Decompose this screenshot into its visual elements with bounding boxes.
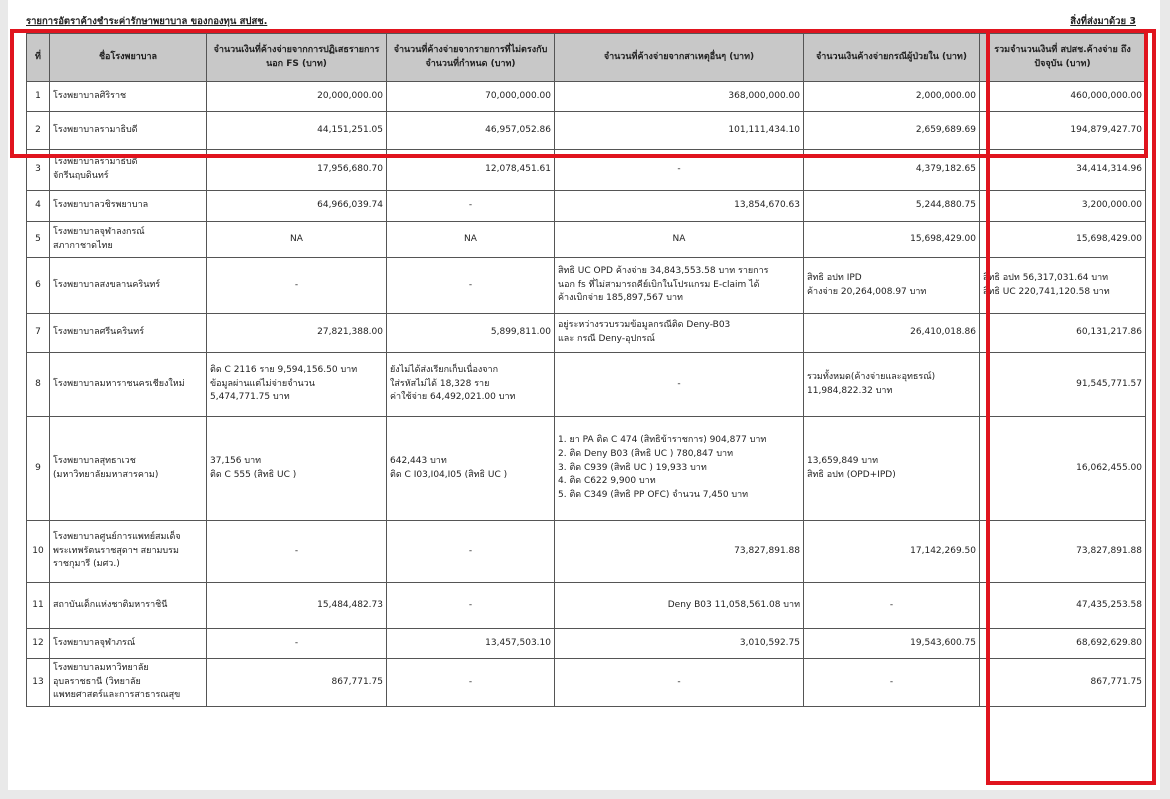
header-other: จำนวนที่ค้างจ่ายจากสาเหตุอื่นๆ (บาท) bbox=[555, 34, 804, 82]
cell-no: 12 bbox=[27, 629, 50, 659]
cell-line: - bbox=[677, 164, 681, 175]
cell-line: 5,474,771.75 บาท bbox=[210, 392, 290, 403]
table-row bbox=[27, 629, 1146, 659]
cell-line: 27,821,388.00 bbox=[317, 327, 383, 338]
cell-line: - bbox=[677, 676, 681, 687]
cell-line: 46,957,052.86 bbox=[485, 124, 551, 135]
cell-line: โรงพยาบาลจุฬาภรณ์ bbox=[53, 637, 136, 648]
cell-fs bbox=[207, 258, 387, 314]
cell-line: สิทธิ UC OPD ค้างจ่าย 34,843,553.58 บาท รายการ bbox=[558, 265, 769, 276]
cell-line: โรงพยาบาลสุทธาเวช bbox=[53, 455, 136, 466]
cell-line: โรงพยาบาลรามาธิบดี bbox=[53, 124, 138, 135]
cell-no: 8 bbox=[27, 353, 50, 417]
highlight-box-total-column bbox=[986, 29, 1156, 785]
cell-line: 73,827,891.88 bbox=[734, 545, 800, 556]
cell-line: ค้างเบิกจ่าย 185,897,567 บาท bbox=[558, 293, 683, 304]
cell-line: ราชกุมารี (มศว.) bbox=[53, 559, 120, 570]
cell-line: 34,414,314.96 bbox=[1076, 164, 1142, 175]
cell-inpatient bbox=[804, 191, 980, 222]
cell-line: - bbox=[677, 378, 681, 389]
cell-line: - bbox=[294, 637, 299, 648]
cell-hospital bbox=[50, 583, 207, 629]
cell-line: รวมทั้งหมด(ค้างจ่ายและอุทธรณ์) bbox=[807, 371, 936, 382]
cell-line: - bbox=[468, 599, 473, 610]
cell-line: อยู่ระหว่างรวบรวมข้อมูลกรณีติด Deny-B03 bbox=[558, 320, 731, 331]
cell-line: 460,000,000.00 bbox=[1070, 90, 1142, 101]
cell-line: 17,956,680.70 bbox=[317, 164, 383, 175]
header-no: ที่ bbox=[27, 34, 50, 82]
cell-other bbox=[555, 521, 804, 583]
header-fs: จำนวนเงินที่ค้างจ่ายจากการปฏิเสธรายการนอก FS (บาท) bbox=[207, 34, 387, 82]
cell-line: 194,879,427.70 bbox=[1070, 124, 1142, 135]
cell-line: ติด C I03,I04,I05 (สิทธิ UC ) bbox=[390, 469, 508, 480]
cell-line: 73,827,891.88 bbox=[1076, 545, 1142, 556]
cell-no: 6 bbox=[27, 258, 50, 314]
cell-line: สถาบันเด็กแห่งชาติมหาราชินี bbox=[53, 599, 168, 610]
cell-line: ใส่รหัสไม่ได้ 18,328 ราย bbox=[390, 378, 490, 389]
cell-line: 5. ติด C349 (สิทธิ PP OFC) จำนวน 7,450 บาท bbox=[558, 490, 749, 501]
cell-mismatch bbox=[387, 258, 555, 314]
cell-line: ค้างจ่าย 20,264,008.97 บาท bbox=[807, 286, 927, 297]
cell-line: - bbox=[468, 545, 473, 556]
cell-line: ติด C 2116 ราย 9,594,156.50 บาท bbox=[210, 364, 358, 375]
cell-line: - bbox=[468, 279, 473, 290]
cell-line: 2,659,689.69 bbox=[915, 124, 976, 135]
cell-line: โรงพยาบาลวชิรพยาบาล bbox=[53, 200, 149, 211]
cell-line: ข้อมูลผ่านแต่ไม่จ่ายจำนวน bbox=[210, 378, 315, 389]
cell-other bbox=[555, 258, 804, 314]
header-mismatch: จำนวนที่ค้างจ่ายจากรายการที่ไม่ตรงกับจำนวนที่กำหนด (บาท) bbox=[387, 34, 555, 82]
cell-no: 5 bbox=[27, 222, 50, 258]
cell-line: 26,410,018.86 bbox=[910, 327, 976, 338]
cell-line: 101,111,434.10 bbox=[728, 124, 800, 135]
table-row bbox=[27, 258, 1146, 314]
cell-line: (มหาวิทยาลัยมหาสารคาม) bbox=[53, 469, 159, 480]
cell-no: 9 bbox=[27, 417, 50, 521]
cell-line: อุบลราชธานี (วิทยาลัย bbox=[53, 676, 141, 687]
cell-mismatch bbox=[387, 191, 555, 222]
cell-line: โรงพยาบาลรามาธิบดี bbox=[53, 157, 138, 168]
table-row bbox=[27, 521, 1146, 583]
cell-other bbox=[555, 629, 804, 659]
cell-line: จักรีนฤบดินทร์ bbox=[53, 171, 109, 181]
cell-line: สิทธิ อปท (OPD+IPD) bbox=[807, 469, 896, 480]
cell-line: ค่าใช้จ่าย 64,492,021.00 บาท bbox=[390, 392, 516, 403]
cell-line: 4,379,182.65 bbox=[915, 164, 976, 175]
cell-other bbox=[555, 191, 804, 222]
cell-line: โรงพยาบาลจุฬาลงกรณ์ bbox=[53, 226, 145, 237]
cell-other bbox=[555, 314, 804, 353]
cell-line: โรงพยาบาลสงขลานครินทร์ bbox=[53, 279, 161, 290]
cell-fs bbox=[207, 191, 387, 222]
cell-other bbox=[555, 353, 804, 417]
header-hospital: ชื่อโรงพยาบาล bbox=[50, 34, 207, 82]
cell-line: 64,966,039.74 bbox=[317, 200, 383, 211]
highlight-box-top-rows bbox=[10, 29, 1148, 158]
table-row bbox=[27, 222, 1146, 258]
cell-line: 47,435,253.58 bbox=[1076, 599, 1142, 610]
cell-line: - bbox=[294, 279, 299, 290]
cell-line: 13,659,849 บาท bbox=[807, 455, 879, 466]
cell-line: - bbox=[889, 599, 894, 610]
cell-no: 4 bbox=[27, 191, 50, 222]
cell-line: สภากาชาดไทย bbox=[53, 240, 113, 251]
cell-hospital bbox=[50, 222, 207, 258]
table-row bbox=[27, 583, 1146, 629]
cell-mismatch bbox=[387, 659, 555, 707]
cell-line: 2,000,000.00 bbox=[915, 90, 976, 101]
cell-line: สิทธิ UC 220,741,120.58 บาท bbox=[983, 286, 1110, 297]
cell-fs bbox=[207, 629, 387, 659]
cell-fs bbox=[207, 417, 387, 521]
cell-line: และ กรณี Deny-อุปกรณ์ bbox=[558, 334, 655, 344]
cell-line: โรงพยาบาลมหาราชนครเชียงใหม่ bbox=[53, 378, 185, 389]
cell-inpatient bbox=[804, 629, 980, 659]
cell-line: Deny B03 11,058,561.08 บาท bbox=[667, 599, 800, 610]
cell-inpatient bbox=[804, 314, 980, 353]
table-row bbox=[27, 659, 1146, 707]
cell-line: 16,062,455.00 bbox=[1076, 462, 1142, 473]
cell-line: 368,000,000.00 bbox=[728, 90, 800, 101]
cell-line: โรงพยาบาลศิริราช bbox=[53, 90, 127, 101]
cell-other bbox=[555, 417, 804, 521]
cell-hospital bbox=[50, 659, 207, 707]
cell-line: 867,771.75 bbox=[331, 676, 383, 687]
cell-no: 13 bbox=[27, 659, 50, 707]
cell-line: 15,698,429.00 bbox=[910, 233, 976, 244]
cell-no: 2 bbox=[27, 112, 50, 150]
cell-line: 13,854,670.63 bbox=[734, 200, 800, 211]
cell-line: NA bbox=[672, 233, 686, 244]
cell-line: 70,000,000.00 bbox=[485, 90, 551, 101]
cell-no: 7 bbox=[27, 314, 50, 353]
table-body bbox=[27, 82, 1146, 707]
cell-line: พระเทพรัตนราชสุดาฯ สยามบรม bbox=[53, 545, 179, 556]
cell-line: 44,151,251.05 bbox=[317, 124, 383, 135]
cell-mismatch bbox=[387, 417, 555, 521]
cell-line: 17,142,269.50 bbox=[910, 545, 976, 556]
cell-mismatch bbox=[387, 583, 555, 629]
cell-line: NA bbox=[464, 233, 477, 244]
cell-no: 1 bbox=[27, 82, 50, 112]
cell-line: 5,899,811.00 bbox=[490, 327, 551, 338]
cell-inpatient bbox=[804, 258, 980, 314]
cell-line: 20,000,000.00 bbox=[317, 90, 383, 101]
cell-inpatient bbox=[804, 521, 980, 583]
cell-fs bbox=[207, 521, 387, 583]
cell-line: - bbox=[294, 545, 299, 556]
cell-fs bbox=[207, 353, 387, 417]
cell-mismatch bbox=[387, 521, 555, 583]
cell-line: 60,131,217.86 bbox=[1076, 327, 1142, 338]
cell-line: 642,443 บาท bbox=[390, 455, 447, 466]
header-total: รวมจำนวนเงินที่ สปสช.ค้างจ่าย ถึงปัจจุบัน (บาท) bbox=[980, 34, 1146, 82]
cell-inpatient bbox=[804, 659, 980, 707]
table-row bbox=[27, 191, 1146, 222]
cell-inpatient bbox=[804, 222, 980, 258]
cell-mismatch bbox=[387, 353, 555, 417]
cell-other bbox=[555, 222, 804, 258]
cell-line: 11,984,822.32 บาท bbox=[807, 385, 893, 396]
cell-line: แพทยศาสตร์และการสาธารณสุข bbox=[53, 690, 181, 701]
cell-other bbox=[555, 583, 804, 629]
cell-line: 2. ติด Deny B03 (สิทธิ UC ) 780,847 บาท bbox=[558, 448, 734, 459]
cell-line: 12,078,451.61 bbox=[485, 164, 551, 175]
cell-line: - bbox=[889, 676, 894, 687]
cell-mismatch bbox=[387, 314, 555, 353]
cell-line: ยังไม่ได้ส่งเรียกเก็บเนื่องจาก bbox=[390, 364, 499, 375]
cell-line: โรงพยาบาลศูนย์การแพทย์สมเด็จ bbox=[53, 531, 181, 542]
table-row bbox=[27, 314, 1146, 353]
cell-line: โรงพยาบาลศรีนครินทร์ bbox=[53, 327, 145, 338]
cell-line: สิทธิ อปท IPD bbox=[807, 272, 862, 283]
cell-line: 13,457,503.10 bbox=[485, 637, 551, 648]
cell-line: 91,545,771.57 bbox=[1076, 378, 1142, 389]
table-row bbox=[27, 353, 1146, 417]
cell-line: 3. ติด C939 (สิทธิ UC ) 19,933 บาท bbox=[558, 462, 707, 473]
cell-hospital bbox=[50, 629, 207, 659]
cell-line: 867,771.75 bbox=[1090, 676, 1142, 687]
cell-line: 15,484,482.73 bbox=[317, 599, 383, 610]
cell-mismatch bbox=[387, 629, 555, 659]
cell-line: 4. ติด C622 9,900 บาท bbox=[558, 476, 656, 487]
cell-no: 10 bbox=[27, 521, 50, 583]
cell-hospital bbox=[50, 191, 207, 222]
cell-line: 3,010,592.75 bbox=[739, 637, 800, 648]
cell-line: โรงพยาบาลมหาวิทยาลัย bbox=[53, 662, 149, 673]
cell-line: สิทธิ อปท 56,317,031.64 บาท bbox=[983, 272, 1109, 283]
cell-no: 11 bbox=[27, 583, 50, 629]
cell-line: ติด C 555 (สิทธิ UC ) bbox=[210, 469, 297, 480]
cell-fs bbox=[207, 314, 387, 353]
cell-mismatch bbox=[387, 222, 555, 258]
cell-hospital bbox=[50, 417, 207, 521]
cell-no: 3 bbox=[27, 150, 50, 191]
attachment-label: สิ่งที่ส่งมาด้วย 3 bbox=[1070, 16, 1136, 27]
cell-hospital bbox=[50, 314, 207, 353]
cell-fs bbox=[207, 222, 387, 258]
cell-line: นอก fs ที่ไม่สามารถคีย์เบิกในโปรแกรม E-claim ได้ bbox=[558, 279, 760, 290]
cell-line: - bbox=[468, 200, 473, 211]
cell-line: NA bbox=[290, 233, 303, 244]
cell-inpatient bbox=[804, 583, 980, 629]
table-row bbox=[27, 417, 1146, 521]
cell-hospital bbox=[50, 258, 207, 314]
cell-hospital bbox=[50, 353, 207, 417]
document-title: รายการอัตราค้างชำระค่ารักษาพยาบาล ของกองทุน สปสช. bbox=[26, 16, 268, 27]
cell-line: - bbox=[468, 676, 473, 687]
cell-line: 15,698,429.00 bbox=[1076, 233, 1142, 244]
cell-other bbox=[555, 659, 804, 707]
cell-line: 1. ยา PA ติด C 474 (สิทธิข้าราชการ) 904,877 บาท bbox=[558, 434, 767, 445]
cell-line: 37,156 บาท bbox=[210, 455, 262, 466]
cell-inpatient bbox=[804, 353, 980, 417]
cell-fs bbox=[207, 583, 387, 629]
cell-hospital bbox=[50, 521, 207, 583]
cell-line: 68,692,629.80 bbox=[1076, 637, 1142, 648]
cell-line: 5,244,880.75 bbox=[915, 200, 976, 211]
cell-line: 19,543,600.75 bbox=[910, 637, 976, 648]
cell-inpatient bbox=[804, 417, 980, 521]
header-inpatient: จำนวนเงินค้างจ่ายกรณีผู้ป่วยใน (บาท) bbox=[804, 34, 980, 82]
cell-line: 3,200,000.00 bbox=[1081, 200, 1142, 211]
cell-fs bbox=[207, 659, 387, 707]
